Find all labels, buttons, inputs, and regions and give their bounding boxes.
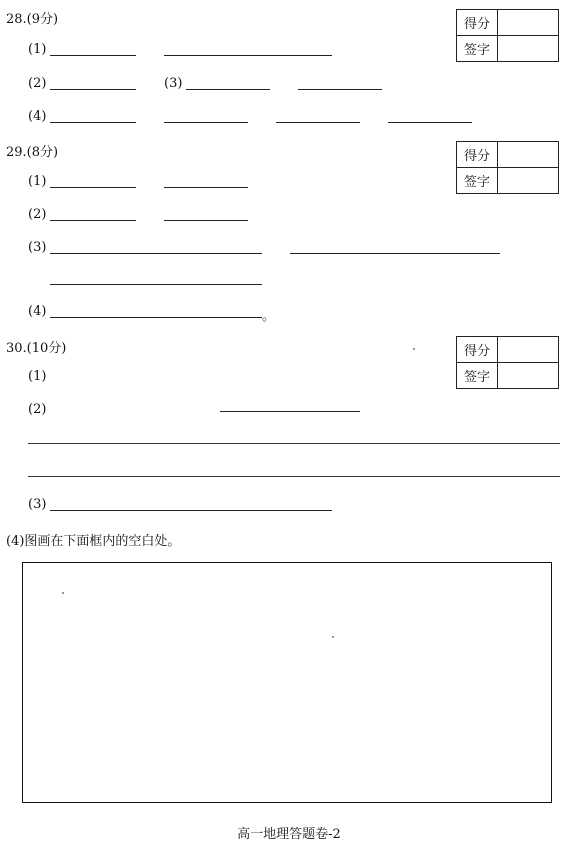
sign-label: 签字 [457,36,498,62]
q29-2-blank-b[interactable] [164,220,248,221]
question-29-title: 29.(8分) [6,145,59,160]
q30-part-2-label: (2) [28,402,47,417]
q30-answer-line-2[interactable] [28,476,560,477]
drawing-instruction: (4)图画在下面框内的空白处。 [6,534,181,549]
sign-label: 签字 [457,168,498,194]
q28-3-blank-a[interactable] [186,89,270,90]
q28-3-blank-b[interactable] [298,89,382,90]
q28-2-blank-a[interactable] [50,89,136,90]
q29-part-2-label: (2) [28,207,47,222]
drawing-box[interactable] [22,562,552,803]
q30-2-blank[interactable] [220,411,360,412]
q29-1-blank-b[interactable] [164,187,248,188]
sign-cell[interactable] [498,363,559,389]
q28-4-blank-a[interactable] [50,122,136,123]
q28-part-3-label: (3) [164,76,183,91]
q28-1-blank-a[interactable] [50,55,136,56]
score-label: 得分 [457,142,498,168]
score-label: 得分 [457,10,498,36]
score-label: 得分 [457,337,498,363]
score-table-28 [456,9,559,62]
score-table-29 [456,141,559,194]
q29-3-blank-c[interactable] [50,284,262,285]
q29-4-blank[interactable] [50,317,262,318]
q28-part-4-label: (4) [28,109,47,124]
sign-label: 签字 [457,363,498,389]
q30-answer-line-1[interactable] [28,443,560,444]
q28-part-2-label: (2) [28,76,47,91]
q30-part-3-label: (3) [28,497,47,512]
q29-2-blank-a[interactable] [50,220,136,221]
q29-part-3-label: (3) [28,240,47,255]
q28-4-blank-d[interactable] [388,122,472,123]
question-30-title: 30.(10分) [6,341,67,356]
q28-1-blank-b[interactable] [164,55,332,56]
scan-speck [413,348,415,350]
q30-3-blank[interactable] [50,510,332,511]
q28-4-blank-c[interactable] [276,122,360,123]
score-table-30 [456,336,559,389]
q28-4-blank-b[interactable] [164,122,248,123]
scan-speck [62,592,64,594]
q29-part-4-label: (4) [28,304,47,319]
q29-part-1-label: (1) [28,174,47,189]
scan-speck [332,636,334,638]
q29-1-blank-a[interactable] [50,187,136,188]
q29-3-blank-b[interactable] [290,253,500,254]
q28-part-1-label: (1) [28,42,47,57]
q30-part-1-label: (1) [28,369,47,384]
sign-cell[interactable] [498,168,559,194]
q29-3-blank-a[interactable] [50,253,262,254]
sign-cell[interactable] [498,36,559,62]
question-28-title: 28.(9分) [6,12,59,27]
score-cell[interactable] [498,142,559,168]
q29-4-period: 。 [262,309,276,324]
page-footer: 高一地理答题卷-2 [237,827,341,842]
score-cell[interactable] [498,10,559,36]
score-cell[interactable] [498,337,559,363]
